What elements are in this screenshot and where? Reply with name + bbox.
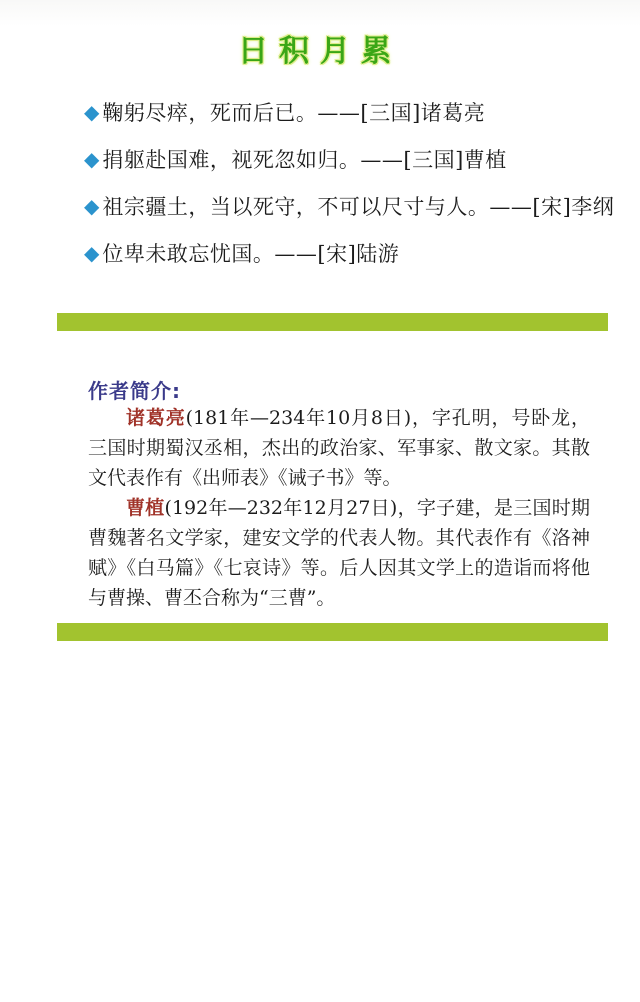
list-item <box>84 88 626 135</box>
green-divider-bar-top <box>57 313 608 331</box>
diamond-bullet-icon: ◆ <box>84 146 100 171</box>
list-item <box>84 182 626 229</box>
page-title: 日积月累 <box>238 34 402 69</box>
quote-text: 鞠躬尽瘁，死而后已。——[三国]诸葛亮 <box>102 100 486 125</box>
bio-paragraph <box>88 493 590 613</box>
diamond-bullet-icon: ◆ <box>84 240 100 265</box>
list-item <box>84 135 626 182</box>
diamond-bullet-icon: ◆ <box>84 99 100 124</box>
author-name: 曹植 <box>126 497 165 519</box>
quote-list <box>84 88 626 276</box>
author-name: 诸葛亮 <box>126 407 186 429</box>
green-divider-bar-bottom <box>57 623 608 641</box>
list-item <box>84 229 626 276</box>
bio-paragraph <box>88 403 590 493</box>
quote-text: 位卑未敢忘忧国。——[宋]陆游 <box>102 241 400 266</box>
diamond-bullet-icon: ◆ <box>84 193 100 218</box>
author-section-heading: 作者简介: <box>88 379 181 403</box>
quote-text: 祖宗疆土，当以死守，不可以尺寸与人。——[宋]李纲 <box>102 194 615 219</box>
quote-text: 捐躯赴国难，视死忽如归。——[三国]曹植 <box>102 147 507 172</box>
author-bio <box>88 403 590 613</box>
bio-text: (181年—234年10月8日)，字孔明，号卧龙，三国时期蜀汉丞相，杰出的政治家、军事家、散文家。其散文代表作有《出师表》《诫子书》等。 <box>88 407 590 489</box>
bio-text: (192年—232年12月27日)，字子建，是三国时期曹魏著名文学家，建安文学的代表人物。其代表作有《洛神赋》《白马篇》《七哀诗》等。后人因其文学上的造诣而将他与曹操、曹丕合称为“三曹”。 <box>88 497 590 609</box>
